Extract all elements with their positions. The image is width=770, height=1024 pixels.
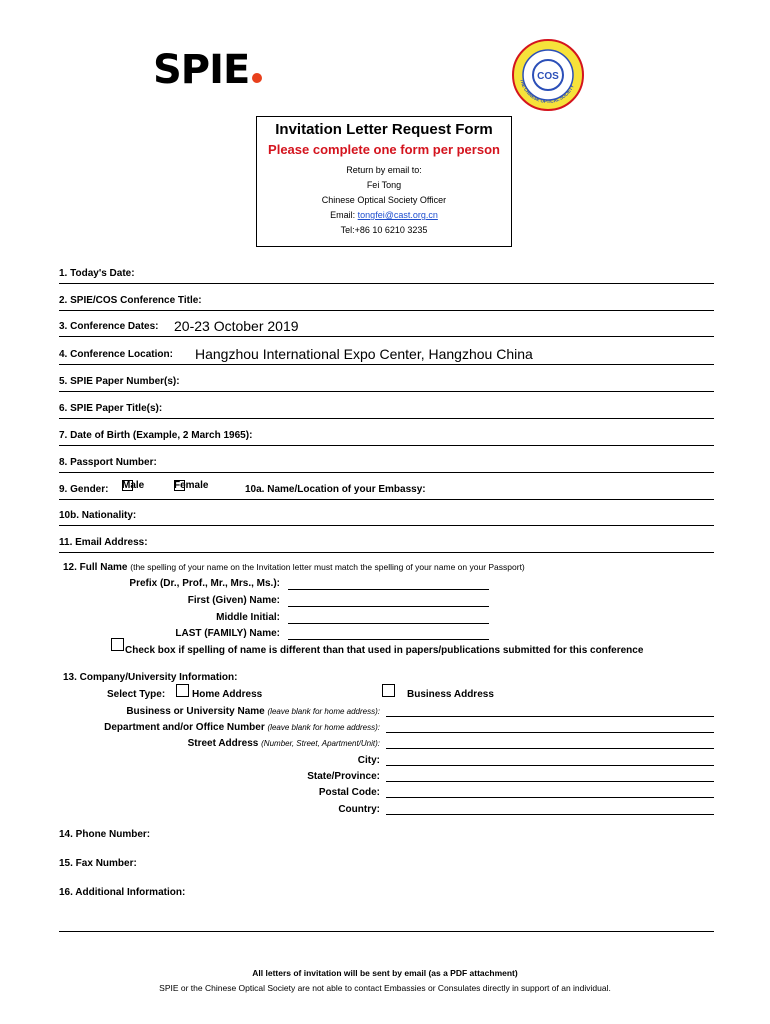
cos-seal-ring-text: THE CHINESE OPTICAL SOCIETY <box>519 78 575 105</box>
business-address-checkbox[interactable] <box>382 684 395 697</box>
form-title: Invitation Letter Request Form <box>275 121 493 138</box>
field-additional-info[interactable]: 16. Additional Information: <box>59 887 186 898</box>
spie-logo: SPIE <box>153 50 262 90</box>
first-name-input[interactable] <box>288 606 489 607</box>
field-nationality[interactable]: 10b. Nationality: <box>59 507 714 526</box>
business-address-label: Business Address <box>407 689 494 700</box>
department-input[interactable] <box>386 732 714 733</box>
footer-line-2: SPIE or the Chinese Optical Society are not able to contact Embassies or Consulates directly in support of an individual. <box>159 983 611 993</box>
prefix-input[interactable] <box>288 589 489 590</box>
email-label: Email: <box>330 210 356 220</box>
last-name-input[interactable] <box>288 639 489 640</box>
home-address-label: Home Address <box>192 689 263 700</box>
contact-email-link[interactable]: tongfei@cast.org.cn <box>357 210 438 220</box>
select-type-label: Select Type: <box>107 689 166 700</box>
field-todays-date[interactable]: 1. Today's Date: <box>59 265 714 284</box>
field-conference-dates[interactable]: 3. Conference Dates: 20-23 October 2019 <box>59 318 714 337</box>
middle-initial-input[interactable] <box>288 623 489 624</box>
field-gender: 9. Gender: Male Female 10a. Name/Location of your Embassy: <box>59 481 714 500</box>
logo-dot <box>252 73 262 83</box>
field-date-of-birth[interactable]: 7. Date of Birth (Example, 2 March 1965): <box>59 427 714 446</box>
field-phone-number[interactable]: 14. Phone Number: <box>59 829 151 840</box>
full-name-note: (the spelling of your name on the Invitation letter must match the spelling of your name on your Passport) <box>130 562 525 572</box>
last-name-label: LAST (FAMILY) Name: <box>175 628 280 639</box>
male-label: Male <box>122 480 145 491</box>
contact-tel: Tel:+86 10 6210 3235 <box>340 225 428 235</box>
cos-seal-logo <box>511 38 585 112</box>
field-email-address[interactable]: 11. Email Address: <box>59 534 714 553</box>
prefix-label: Prefix (Dr., Prof., Mr., Mrs., Ms.): <box>129 578 280 589</box>
postal-code-input[interactable] <box>386 797 714 798</box>
conference-dates-value: 20-23 October 2019 <box>174 318 299 334</box>
business-name-label: Business or University Name (leave blank for home address): <box>126 706 380 717</box>
conference-location-value: Hangzhou International Expo Center, Hangzhou China <box>195 346 533 362</box>
company-heading: 13. Company/University Information: <box>63 672 238 683</box>
middle-initial-label: Middle Initial: <box>216 612 280 623</box>
country-label: Country: <box>338 804 380 815</box>
state-input[interactable] <box>386 781 714 782</box>
full-name-heading: 12. Full Name (the spelling of your name on the Invitation letter must match the spelling of your name on your Passport) <box>63 562 525 573</box>
female-label: Female <box>174 480 209 491</box>
state-label: State/Province: <box>307 771 380 782</box>
field-conference-location[interactable]: 4. Conference Location: Hangzhou International Expo Center, Hangzhou China <box>59 346 714 365</box>
field-paper-number[interactable]: 5. SPIE Paper Number(s): <box>59 373 714 392</box>
return-label: Return by email to: <box>346 165 422 175</box>
contact-role: Chinese Optical Society Officer <box>321 195 447 205</box>
city-input[interactable] <box>386 765 714 766</box>
title-box <box>256 116 512 247</box>
postal-code-label: Postal Code: <box>318 787 380 798</box>
home-address-checkbox[interactable] <box>176 684 189 697</box>
footer-line-1: All letters of invitation will be sent by email (as a PDF attachment) <box>252 968 518 978</box>
contact-name: Fei Tong <box>366 180 402 190</box>
business-name-input[interactable] <box>386 716 714 717</box>
spelling-different-label: Check box if spelling of name is different than that used in papers/publications submitted for this conference <box>125 645 644 656</box>
field-fax-number[interactable]: 15. Fax Number: <box>59 858 137 869</box>
cos-seal-text: COS <box>537 71 559 82</box>
street-address-label: Street Address (Number, Street, Apartment/Unit): <box>187 738 380 749</box>
field-paper-title[interactable]: 6. SPIE Paper Title(s): <box>59 400 714 419</box>
form-subtitle: Please complete one form per person <box>268 142 500 157</box>
city-label: City: <box>357 755 380 766</box>
spelling-different-checkbox[interactable] <box>111 638 124 651</box>
field-passport-number[interactable]: 8. Passport Number: <box>59 454 714 473</box>
country-input[interactable] <box>386 814 714 815</box>
embassy-label: 10a. Name/Location of your Embassy: <box>245 484 426 495</box>
department-label: Department and/or Office Number (leave blank for home address): <box>104 722 380 733</box>
field-conference-title[interactable]: 2. SPIE/COS Conference Title: <box>59 292 714 311</box>
additional-info-line[interactable] <box>59 931 714 932</box>
first-name-label: First (Given) Name: <box>187 595 280 606</box>
street-address-input[interactable] <box>386 748 714 749</box>
